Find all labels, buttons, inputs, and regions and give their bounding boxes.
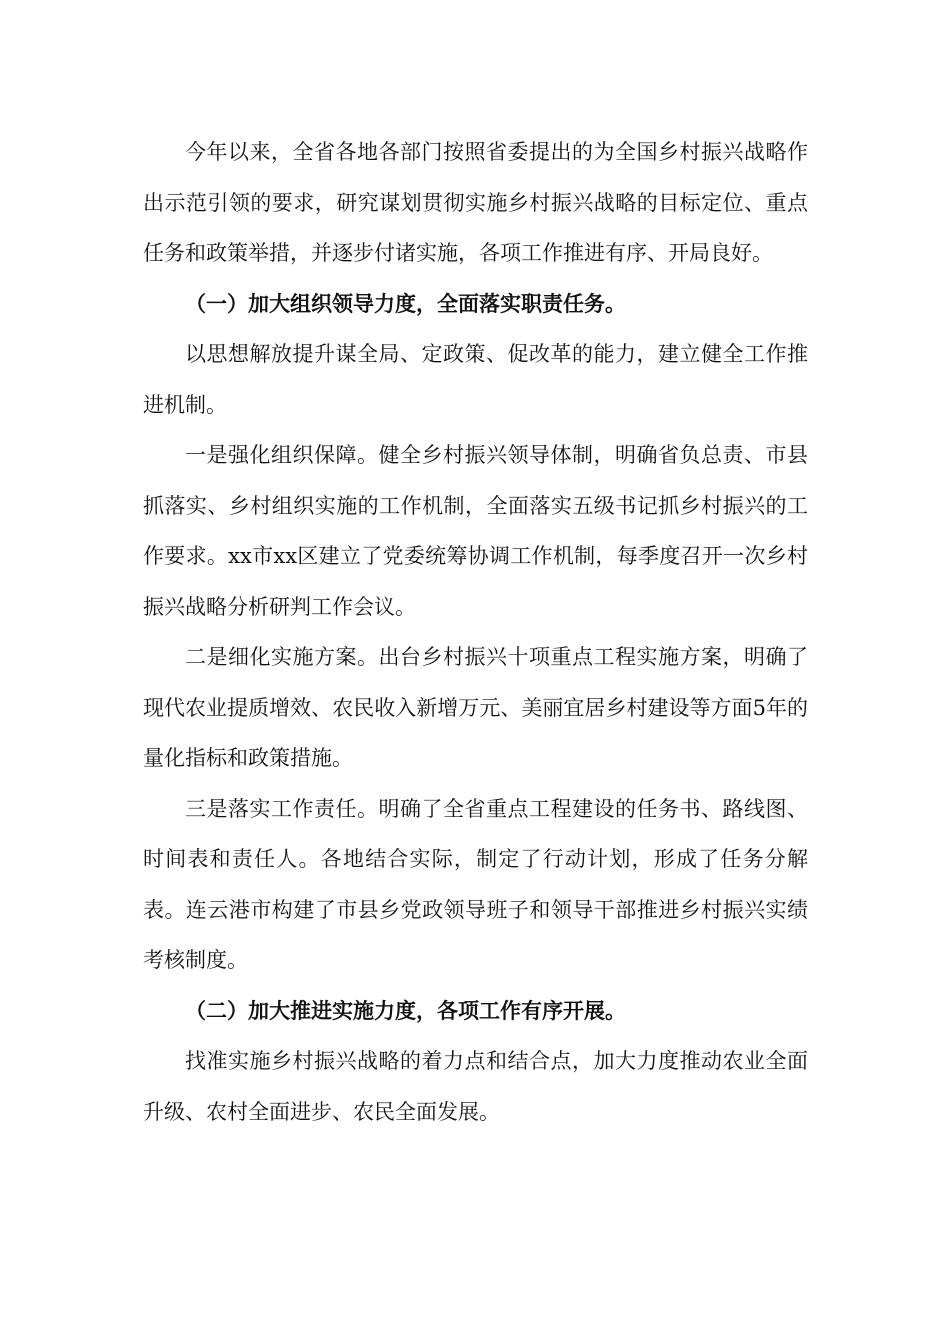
document-page (143, 127, 808, 1137)
paragraph-implementation-plan: 二是细化实施方案。出台乡村振兴十项重点工程实施方案，明确了现代农业提质增效、农民收入新增万元、美丽宜居乡村建设等方面5年的量化指标和政策措施。 (143, 645, 808, 770)
section-heading-2: （二）加大推进实施力度，各项工作有序开展。 (185, 998, 626, 1023)
paragraph-section-2-lead: 找准实施乡村振兴战略的着力点和结合点，加大力度推动农业全面升级、农村全面进步、农民全面发展。 (143, 1049, 808, 1124)
paragraph-organization-guarantee: 一是强化组织保障。健全乡村振兴领导体制，明确省负总责、市县抓落实、乡村组织实施的工作机制，全面落实五级书记抓乡村振兴的工作要求。xx市xx区建立了党委统筹协调工作机制，每季度召开一次乡村振兴战略分析研判工作会议。 (143, 443, 808, 619)
paragraph-intro: 今年以来，全省各地各部门按照省委提出的为全国乡村振兴战略作出示范引领的要求，研究谋划贯彻实施乡村振兴战略的目标定位、重点任务和政策举措，并逐步付诸实施，各项工作推进有序、开局良好。 (143, 140, 808, 265)
section-heading-1: （一）加大组织领导力度，全面落实职责任务。 (185, 291, 626, 316)
paragraph-section-1-lead: 以思想解放提升谋全局、定政策、促改革的能力，建立健全工作推进机制。 (143, 342, 808, 417)
paragraph-work-responsibility: 三是落实工作责任。明确了全省重点工程建设的任务书、路线图、时间表和责任人。各地结合实际，制定了行动计划，形成了任务分解表。连云港市构建了市县乡党政领导班子和领导干部推进乡村振兴实绩考核制度。 (143, 796, 808, 972)
